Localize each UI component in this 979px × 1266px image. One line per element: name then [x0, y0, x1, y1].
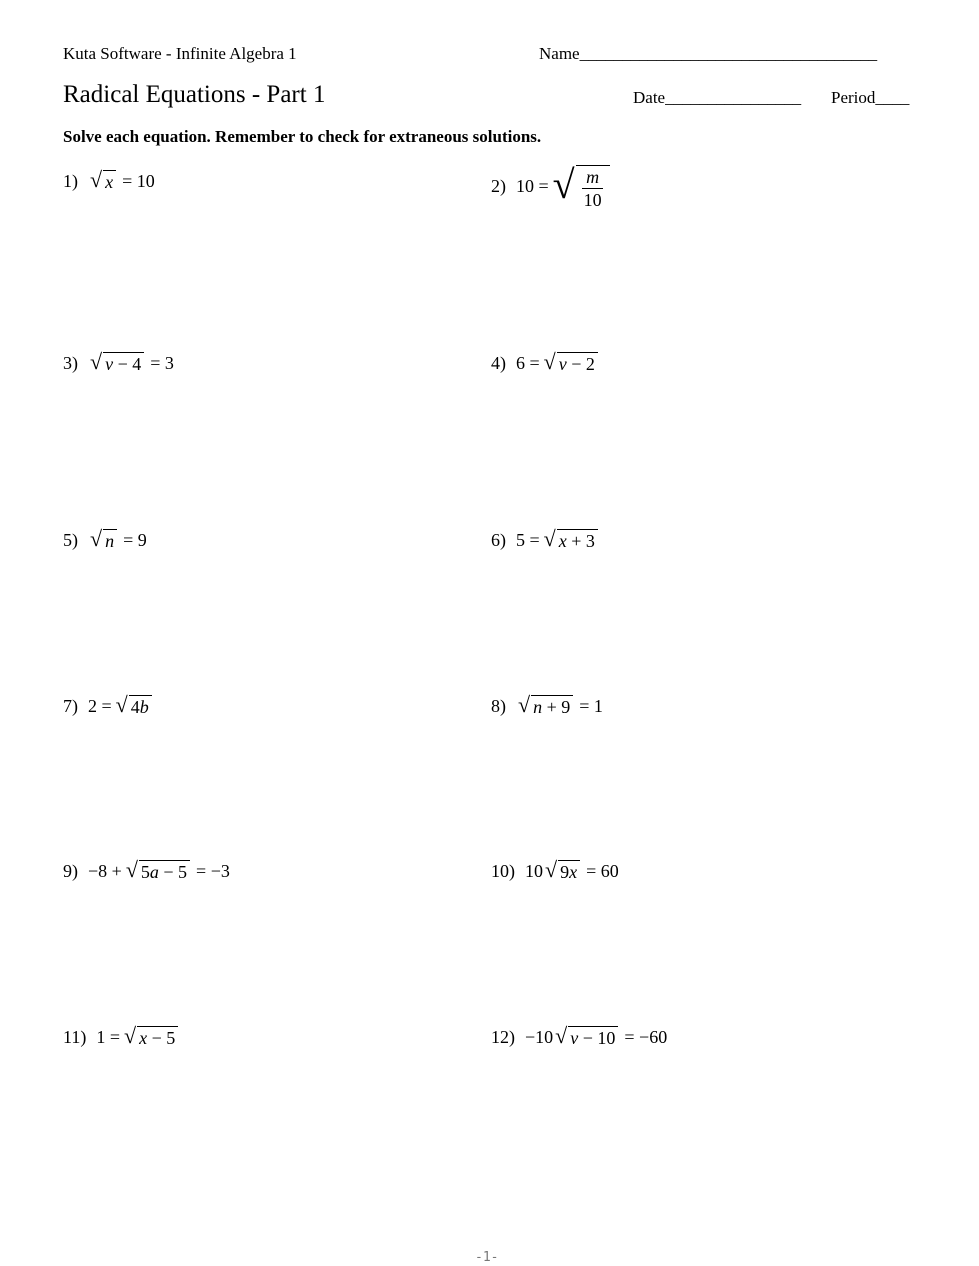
problem-1: 1) √ x = 10 — [63, 167, 155, 192]
problem-number: 2) — [491, 175, 506, 196]
radical: √ x + 3 — [544, 527, 598, 552]
problem-number: 5) — [63, 529, 78, 550]
problem-number: 3) — [63, 352, 78, 373]
radical: √ $\frac{m}{10}$ — [553, 160, 610, 211]
problem-number: 7) — [63, 695, 78, 716]
fraction: $\frac{m}{10}$ — [583, 167, 602, 210]
problem-12: 12) −10 √ v − 10 = −60 — [491, 1023, 668, 1048]
page-number: -1- — [475, 1250, 499, 1265]
radical: √ 4b — [116, 693, 152, 718]
problem-number: 6) — [491, 529, 506, 550]
radical: √ 5a − 5 — [126, 858, 190, 883]
problem-3: 3) √ v − 4 = 3 — [63, 349, 174, 374]
problem-6: 6) 5 = √ x + 3 — [491, 527, 600, 552]
radical: √ v − 10 — [555, 1024, 618, 1049]
problem-7: 7) 2 = √ 4b — [63, 693, 154, 718]
problem-number: 11) — [63, 1026, 87, 1047]
radical: √ n — [90, 527, 117, 552]
problem-9: 9) −8 + √ 5a − 5 = −3 — [63, 857, 230, 882]
problem-number: 12) — [491, 1026, 515, 1047]
problem-number: 10) — [491, 860, 515, 881]
problem-8: 8) √ n + 9 = 1 — [491, 692, 603, 717]
radical: √ v − 4 — [90, 350, 144, 375]
problem-5: 5) √ n = 9 — [63, 526, 147, 551]
problem-number: 9) — [63, 860, 78, 881]
radical: √ v − 2 — [544, 350, 598, 375]
problem-2: 2) 10 = √ $\frac{m}{10}$ — [491, 160, 610, 211]
radical: √ x − 5 — [124, 1024, 178, 1049]
page-title: Radical Equations - Part 1 — [63, 81, 326, 108]
radical: √ n + 9 — [518, 693, 573, 718]
instructions: Solve each equation. Remember to check for extraneous solutions. — [63, 127, 542, 146]
problem-11: 11) 1 = √ x − 5 — [63, 1024, 180, 1049]
problem-4: 4) 6 = √ v − 2 — [491, 350, 600, 375]
problem-number: 8) — [491, 695, 506, 716]
name-field: Name___________________________________ — [539, 44, 878, 63]
problem-number: 4) — [491, 352, 506, 373]
period-field: Period____ — [831, 88, 910, 107]
date-field: Date________________ — [633, 88, 802, 107]
radical: √ 9x — [545, 858, 580, 883]
problem-number: 1) — [63, 170, 78, 191]
radical: √ x — [90, 168, 116, 193]
publisher-label: Kuta Software - Infinite Algebra 1 — [63, 44, 297, 63]
problem-10: 10) 10 √ 9x = 60 — [491, 857, 619, 882]
